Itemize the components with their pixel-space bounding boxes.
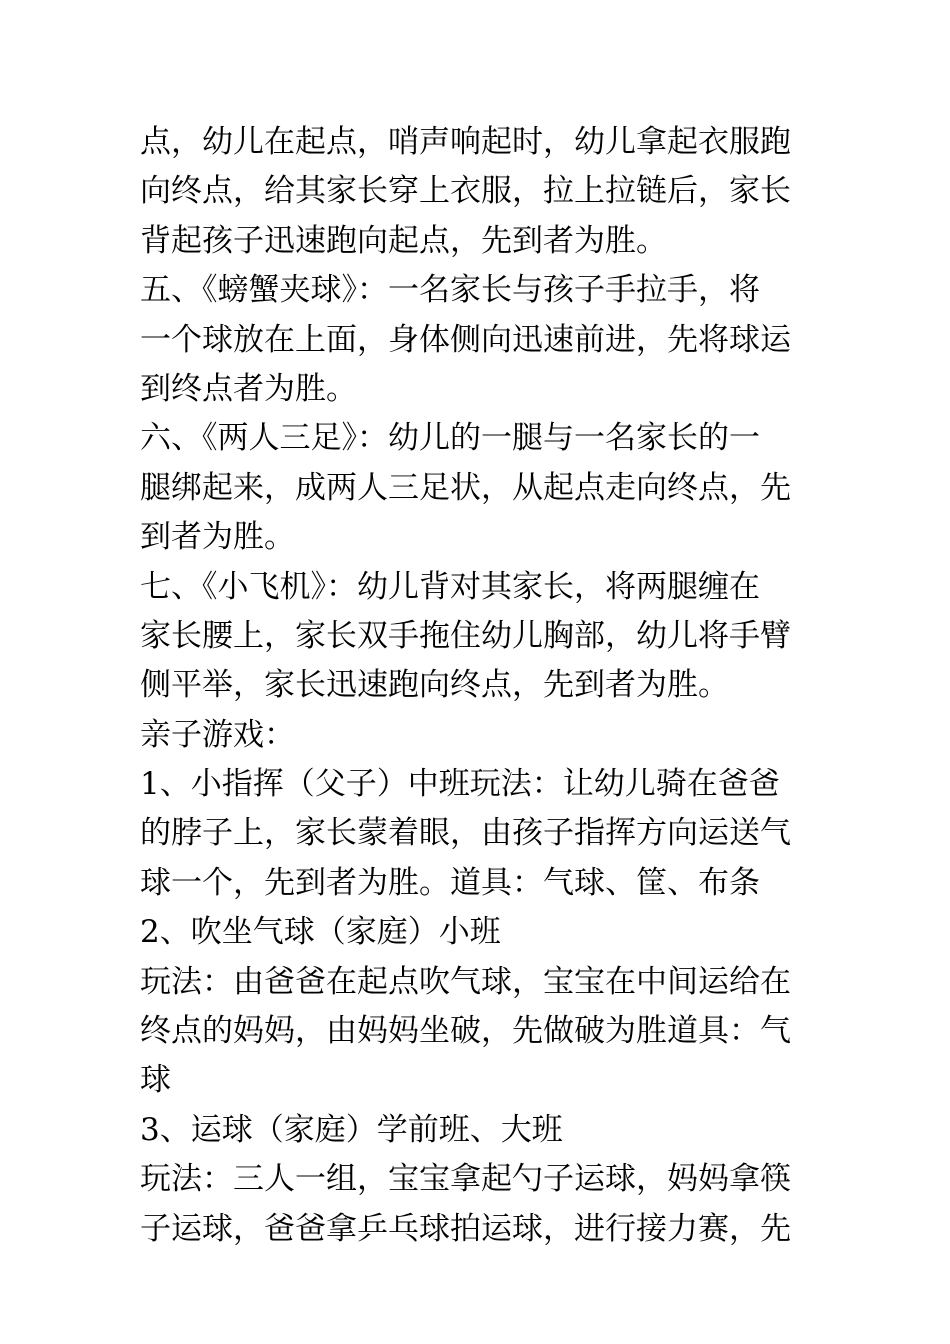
text-line: 子运球，爸爸拿乒乓球拍运球，进行接力赛，先 [140, 1210, 791, 1247]
game-item-2: 2、吹坐气球（家庭）小班 [140, 914, 501, 951]
section-heading-5: 五、《螃蟹夹球》：一名家长与孩子手拉手，将 [140, 272, 760, 309]
game-item-1: 1、小指挥（父子）中班玩法：让幼儿骑在爸爸 [140, 766, 780, 803]
document-body [140, 118, 820, 1254]
section-title-parent-child-games: 亲子游戏： [140, 716, 295, 753]
text-line: 侧平举，家长迅速跑向终点，先到者为胜。 [140, 667, 729, 704]
text-line: 背起孩子迅速跑向起点，先到者为胜。 [140, 222, 667, 259]
text-line: 球一个，先到者为胜。道具：气球、筐、布条 [140, 864, 760, 901]
text-line: 到者为胜。 [140, 519, 295, 556]
section-heading-7: 七、《小飞机》：幼儿背对其家长，将两腿缠在 [140, 568, 760, 605]
text-line: 点，幼儿在起点，哨声响起时，幼儿拿起衣服跑 [140, 124, 791, 160]
game-item-3: 3、运球（家庭）学前班、大班 [140, 1111, 563, 1148]
text-line: 向终点，给其家长穿上衣服，拉上拉链后，家长 [140, 173, 791, 210]
text-line: 的脖子上，家长蒙着眼，由孩子指挥方向运送气 [140, 815, 791, 852]
text-line: 玩法：由爸爸在起点吹气球，宝宝在中间运给在 [140, 963, 791, 1000]
text-line: 终点的妈妈，由妈妈坐破，先做破为胜道具：气 [140, 1013, 791, 1050]
text-line: 球 [140, 1062, 171, 1099]
text-line: 一个球放在上面，身体侧向迅速前进，先将球运 [140, 321, 791, 358]
text-line: 到终点者为胜。 [140, 370, 357, 407]
text-line: 腿绑起来，成两人三足状，从起点走向终点，先 [140, 469, 791, 506]
text-line: 玩法：三人一组，宝宝拿起勺子运球，妈妈拿筷 [140, 1161, 791, 1198]
section-heading-6: 六、《两人三足》：幼儿的一腿与一名家长的一 [140, 420, 760, 457]
text-line: 家长腰上，家长双手拖住幼儿胸部，幼儿将手臂 [140, 617, 791, 654]
